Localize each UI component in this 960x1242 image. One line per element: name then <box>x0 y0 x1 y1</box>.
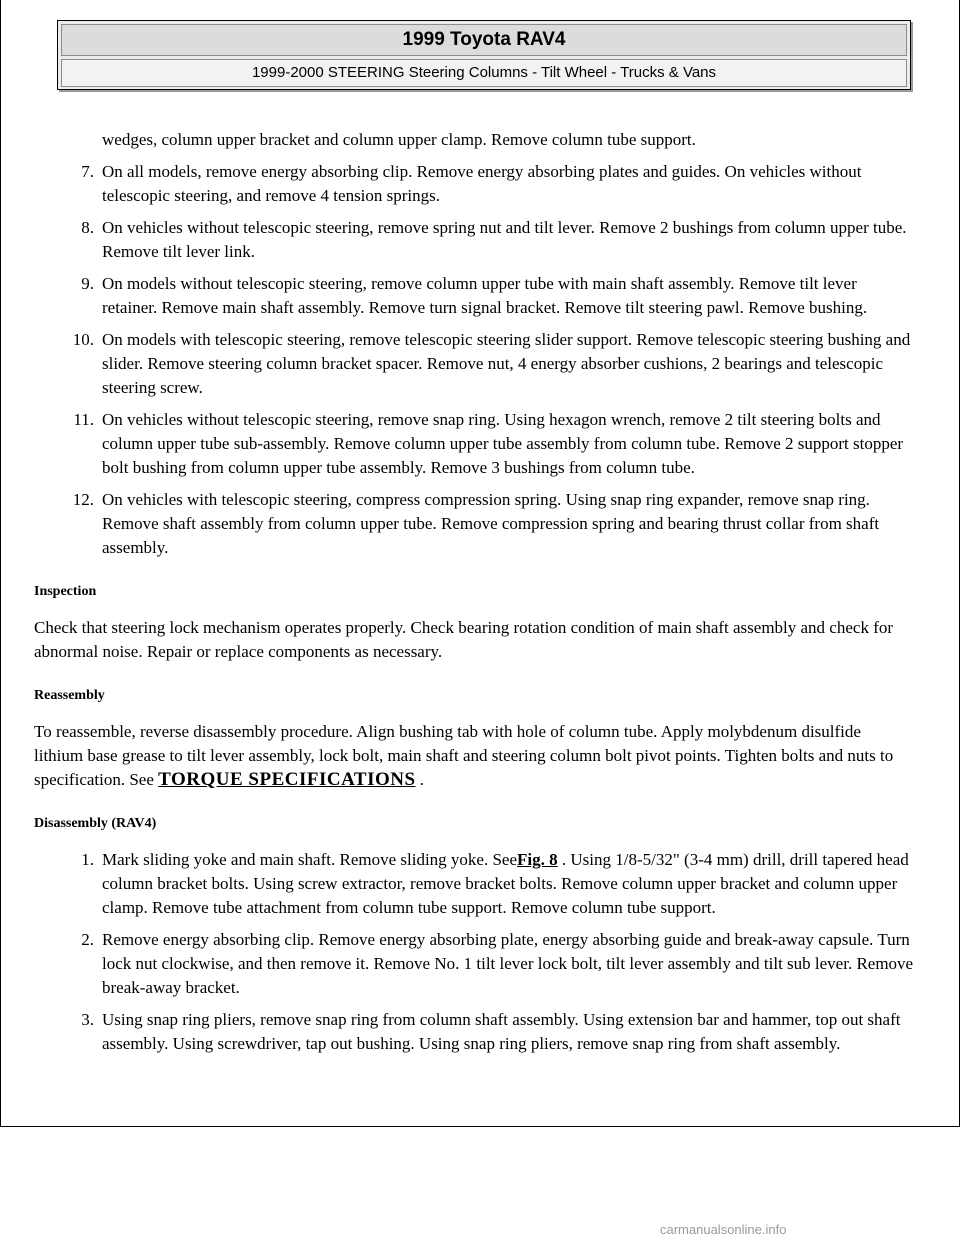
fig-8-link[interactable]: Fig. 8 <box>517 850 558 869</box>
page-bottom-divider <box>0 1126 960 1127</box>
step-number: 3. <box>81 1010 94 1029</box>
step-text: On vehicles without telescopic steering, remove snap ring. Using hexagon wrench, remove 2 tilt steering bolts and column upper tube sub-assembly. Remove column upper tube assembly from column tube. Remove 2 support stopper bolt bushing from column upper tube assembly. Remove 3 bushings from column tube. <box>102 410 904 477</box>
step-number: 11. <box>73 410 94 429</box>
step-number: 12. <box>72 490 94 509</box>
reassembly-text <box>34 720 914 792</box>
reassembly-body: To reassemble, reverse disassembly procedure. Align bushing tab with hole of column tube. Apply molybdenum disulfide lithium base grease to tilt lever assembly, lock bolt, main shaft and steering column bolt pivot points. Tighten bolts and nuts to specification. See <box>34 722 894 789</box>
step-text: On models with telescopic steering, remove telescopic steering slider support. Remove telescopic steering bushing and slider. Remove steering column bracket spacer. Remove nut, 4 energy absorber cushions, 2 bearings and telescopic steering screw. <box>102 330 911 397</box>
step-number: 7. <box>81 162 94 181</box>
site-watermark: carmanualsonline.info <box>660 1222 787 1237</box>
step-number: 10. <box>72 330 94 349</box>
reassembly-heading: Reassembly <box>34 688 105 703</box>
list-item <box>34 408 914 480</box>
document-subtitle: 1999-2000 STEERING Steering Columns - Tilt Wheel - Trucks & Vans <box>61 59 907 87</box>
step-text: On vehicles without telescopic steering, remove spring nut and tilt lever. Remove 2 bushings from column upper tube. Remove tilt lever link. <box>102 218 907 261</box>
step-text: Using snap ring pliers, remove snap ring from column shaft assembly. Using extension bar and hammer, top out shaft assembly. Using screwdriver, tap out bushing. Using snap ring pliers, remove snap ring from shaft assembly. <box>102 1010 901 1053</box>
torque-specifications-link[interactable]: TORQUE SPECIFICATIONS <box>158 769 416 790</box>
step-text: . Using 1/8-5/32" (3-4 mm) drill, drill tapered head column bracket bolts. Using screw extractor, remove bracket bolts. Remove column upper bracket and column upper clamp. Remove tube attachment from column tube support. Remove column tube support. <box>102 850 909 917</box>
disassembly-rav4-heading: Disassembly (RAV4) <box>34 816 157 831</box>
list-item <box>34 272 914 320</box>
document-header <box>57 20 911 90</box>
reassembly-tail: . <box>415 770 425 789</box>
list-item <box>34 216 914 264</box>
step-text: On all models, remove energy absorbing clip. Remove energy absorbing plates and guides. On vehicles without telescopic steering, and remove 4 tension springs. <box>102 162 862 205</box>
inspection-heading: Inspection <box>34 584 97 599</box>
inspection-text: Check that steering lock mechanism operates properly. Check bearing rotation condition of main shaft assembly and check for abnormal noise. Repair or replace components as necessary. <box>34 618 894 661</box>
list-item <box>34 848 914 920</box>
step-text: Mark sliding yoke and main shaft. Remove sliding yoke. See <box>102 850 518 869</box>
rav4-steps-list <box>34 848 914 1056</box>
list-item <box>34 328 914 400</box>
list-item <box>34 488 914 560</box>
step-number: 8. <box>81 218 94 237</box>
list-item <box>34 160 914 208</box>
step-text: Remove energy absorbing clip. Remove energy absorbing plate, energy absorbing guide and break-away capsule. Turn lock nut clockwise, and then remove it. Remove No. 1 tilt lever lock bolt, tilt lever assembly and tilt sub lever. Remove break-away bracket. <box>102 930 914 997</box>
document-title: 1999 Toyota RAV4 <box>61 24 907 56</box>
step-text: On vehicles with telescopic steering, compress compression spring. Using snap ring expander, remove snap ring. Remove shaft assembly from column upper tube. Remove compression spring and bearing thrust collar from shaft assembly. <box>102 490 880 557</box>
disassembly-steps-list <box>34 160 914 560</box>
step-text: On models without telescopic steering, remove column upper tube with main shaft assembly. Remove tilt lever retainer. Remove main shaft assembly. Remove turn signal bracket. Remove tilt steering pawl. Remove bushing. <box>102 274 868 317</box>
page-content <box>34 128 914 1064</box>
step-number: 1. <box>81 850 94 869</box>
step-number: 2. <box>81 930 94 949</box>
list-item <box>34 928 914 1000</box>
step-number: 9. <box>81 274 94 293</box>
list-item <box>34 1008 914 1056</box>
continued-step-text: wedges, column upper bracket and column upper clamp. Remove column tube support. <box>102 130 696 149</box>
